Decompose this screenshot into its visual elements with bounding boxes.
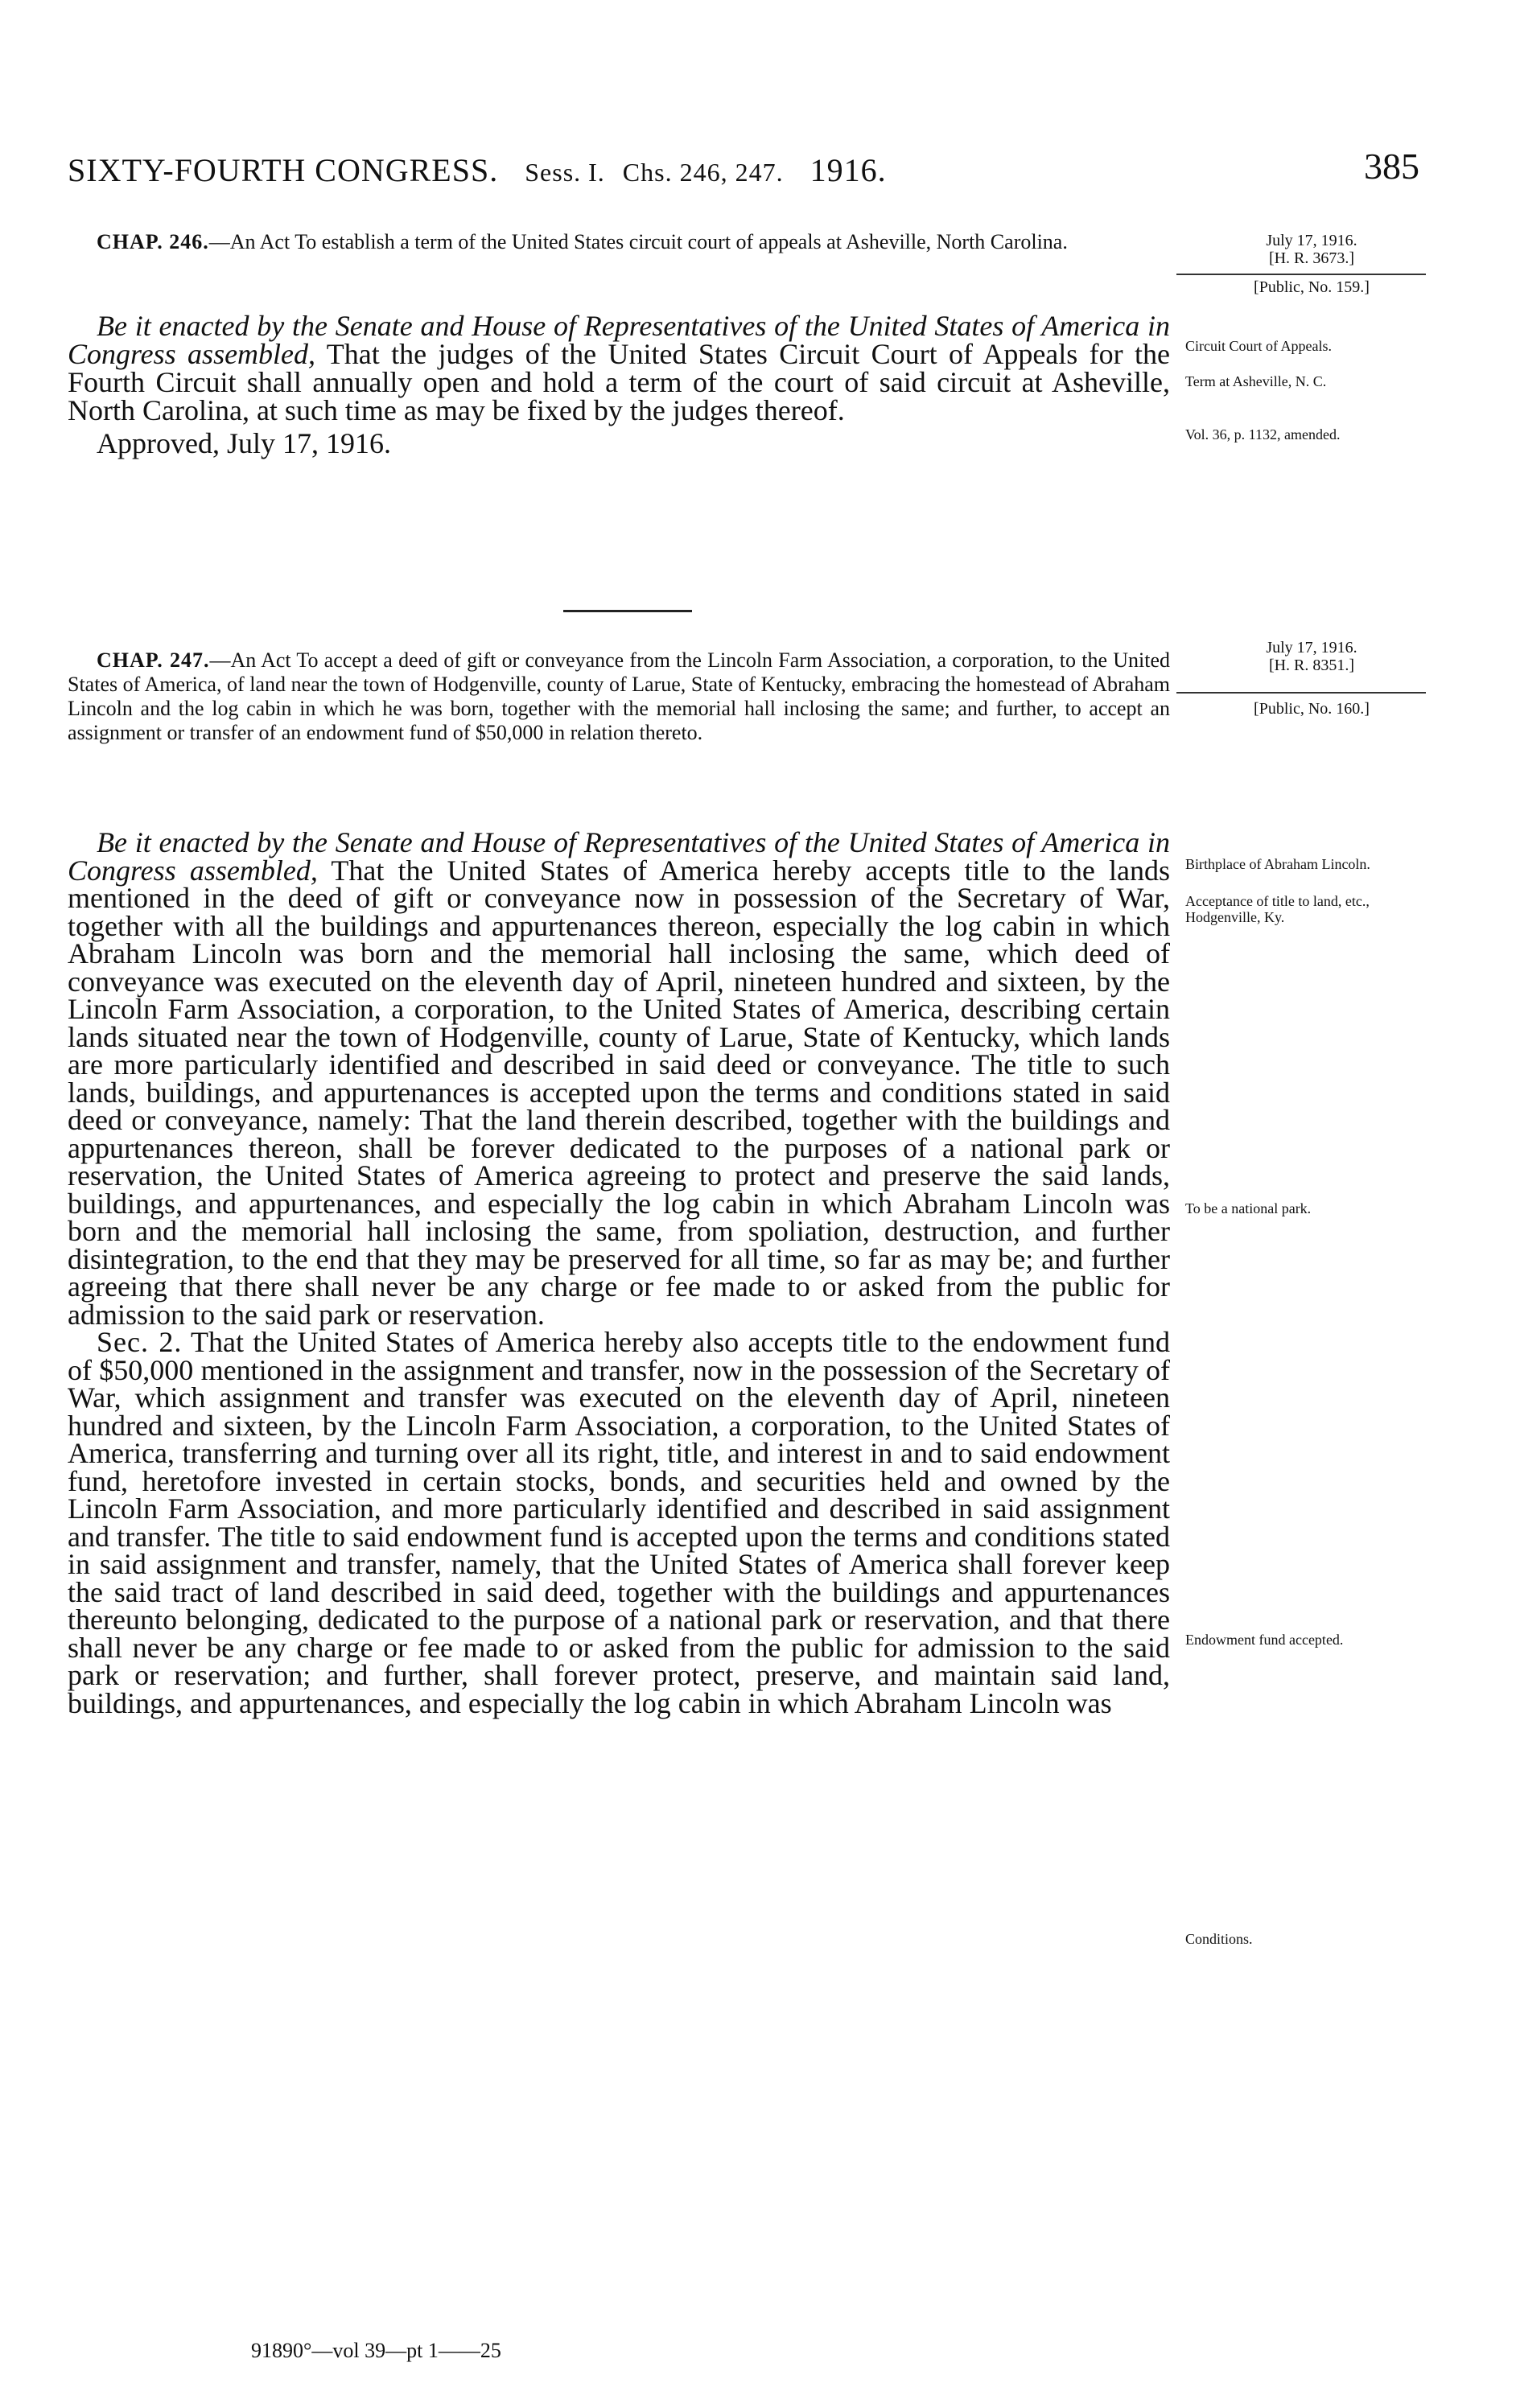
chap-247-body [68, 826, 1171, 1719]
chap-246-approved: Approved, July 17, 1916. [97, 427, 391, 459]
section-2-text: That the United States of America hereby also accepts title to the endowment fund of $50,000 mentioned in the assignment and transfer, now in the possession of the Secretary of War, which assignment and transfer was executed on the eleventh day of April, nineteen hundred and sixteen, by the Lincoln Farm Association, a corporation, to the United States of America, transferring and turning over all its right, title, and interest in and to said endowment fund, heretofore invested in certain stocks, bonds, and securities held and owned by the Lincoln Farm Association, and more particularly identified and described in said assignment and transfer. The title to said endowment fund is accepted upon the terms and conditions stated in said assignment and transfer, namely, that the United States of America shall forever keep the said tract of land described in said deed, together with the buildings and appurtenances thereunto belonging, dedicated to the purpose of a national park or reservation, and that there shall never be any charge or fee made to or asked from the public for admission to the said park or reservation; and further, shall forever protect, preserve, and maintain said land, buildings, and appurtenances, and especially the log cabin in which Abraham Lincoln was [68, 1326, 1171, 1719]
chap-246-margin-date: July 17, 1916. [H. R. 3673.] [1266, 232, 1357, 267]
chap-247-public-law: [Public, No. 160.] [1254, 700, 1370, 718]
chap-247-margin-note-3: To be a national park. [1185, 1200, 1312, 1216]
chap-246-margin-note-2: Term at Asheville, N. C. [1185, 373, 1327, 389]
printer-signature: 91890°—vol 39—pt 1——25 [251, 2339, 501, 2362]
chap-247-margin-note-1: Birthplace of Abraham Lincoln. [1185, 856, 1370, 872]
chap-246-body [68, 312, 1170, 458]
session-label: Sess. I. [525, 158, 605, 187]
running-head [68, 146, 1419, 200]
chap-246-enacting-clause: Be it enacted by the Senate and House of Representatives of the United States of America in Congress assembled, [68, 310, 1170, 370]
chapters-label: Chs. 246, 247. [622, 158, 784, 187]
chap-246-title [68, 230, 1170, 254]
chap-247-margin-note-5: Conditions. [1185, 1931, 1253, 1947]
section-divider [563, 610, 692, 612]
chap-246-public-law: [Public, No. 159.] [1254, 278, 1370, 296]
chap-247-margin-note-4: Endowment fund accepted. [1185, 1632, 1344, 1648]
running-head-left [68, 151, 887, 189]
chap-247-margin-rule [1176, 692, 1426, 694]
chap-247-body-text: That the United States of America hereby accepts title to the lands mentioned in the deed of gift or conveyance now in possession of the Secretary of War, together with all the buildings and appurtenances thereon, especially the log cabin in which Abraham Lincoln was born and the memorial hall inclosing the same, which deed of conveyance was executed on the eleventh day of April, nineteen hundred and sixteen, by the Lincoln Farm Association, a corporation, to the United States of America, describing certain lands situated near the town of Hodgenville, county of Larue, State of Kentucky, which lands are more particularly identified and described in said deed or conveyance. The title to such lands, buildings, and appurtenances is accepted upon the terms and conditions stated in said deed or conveyance, namely: That the land therein described, together with the buildings and appurtenances thereon, shall be forever dedicated to the purposes of a national park or reservation, the United States of America agreeing to protect and preserve the said lands, buildings, and appurtenances, and especially the log cabin in which Abraham Lincoln was born and the memorial hall inclosing the same, from spoliation, destruction, and further disintegration, to the end that they may be preserved for all time, so far as may be; and further agreeing that there shall never be any charge or fee made to or asked from the public for admission to the said park or reservation. [68, 854, 1170, 1331]
chap-246-margin-rule [1176, 274, 1426, 275]
chap-246-margin-note-3: Vol. 36, p. 1132, amended. [1185, 426, 1341, 442]
chap-246-margin-note-1: Circuit Court of Appeals. [1185, 338, 1332, 354]
congress-title: SIXTY-FOURTH CONGRESS. [68, 152, 499, 188]
chap-247-title [68, 648, 1170, 745]
year-label: 1916. [809, 152, 887, 188]
chap-246-body-text: That the judges of the United States Circuit Court of Appeals for the Fourth Circuit shall annually open and hold a term of the court of said circuit at Asheville, North Carolina, at such time as may be fixed by the judges thereof. [68, 338, 1170, 426]
chap-246-title-text: —An Act To establish a term of the United States circuit court of appeals at Asheville, North Carolina. [208, 230, 1068, 253]
chap-247-margin-date: July 17, 1916. [H. R. 8351.] [1266, 639, 1357, 674]
section-2-label: Sec. 2. [97, 1326, 183, 1358]
chap-247-title-text: —An Act To accept a deed of gift or conveyance from the Lincoln Farm Association, a corporation, to the United States of America, of land near the town of Hodgenville, county of Larue, State of Kentucky, embracing the homestead of Abraham Lincoln and the log cabin in which he was born, together with the memorial hall inclosing the same; and further, to accept an assignment or transfer of an endowment fund of $50,000 in relation thereto. [68, 648, 1171, 744]
chap-247-enacting-clause: Be it enacted by the Senate and House of Representatives of the United States of America in Congress assembled, [68, 826, 1170, 887]
chap-247-label: CHAP. 247. [97, 648, 210, 672]
chap-246-label: CHAP. 246. [97, 230, 209, 253]
page-number: 385 [1364, 146, 1419, 187]
chap-247-margin-note-2: Acceptance of title to land, etc., Hodgenville, Ky. [1185, 893, 1370, 925]
